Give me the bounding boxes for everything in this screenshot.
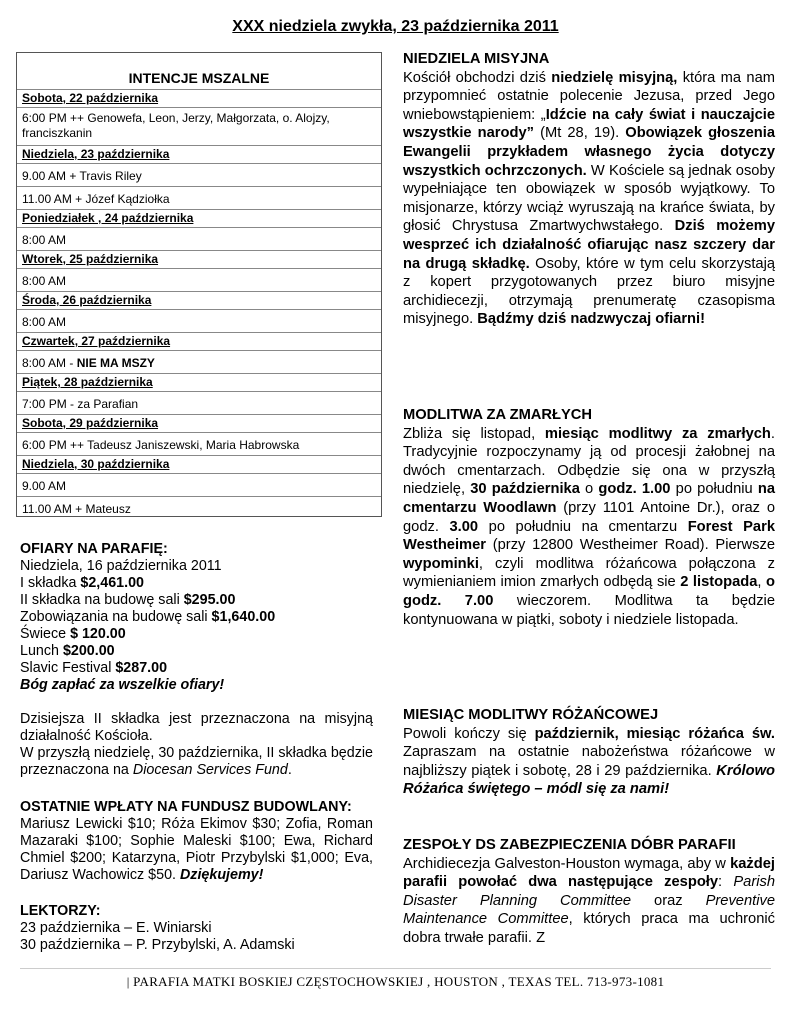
rosary-section: [403, 706, 775, 799]
intention-entry: 11.00 AM + Józef Kądziołka: [17, 186, 381, 209]
offerings-note-2: W przyszłą niedzielę, 30 października, II składka będzie przeznaczona na Diocesan Services Fund.: [20, 745, 373, 778]
offering-line: Lunch $200.00: [20, 643, 115, 659]
lectors-section: [20, 903, 373, 954]
intention-entry: 6:00 PM ++ Tadeusz Janiszewski, Maria Habrowska: [17, 432, 381, 455]
intention-entry: 8:00 AM: [17, 309, 381, 332]
intention-day: Niedziela, 30 października: [17, 455, 381, 473]
intention-entry: 6:00 PM ++ Genowefa, Leon, Jerzy, Małgorzata, o. Alojzy, franciszkanin: [17, 107, 381, 145]
intention-entry: 9.00 AM + Travis Riley: [17, 163, 381, 186]
offerings-lines: [20, 575, 373, 677]
offerings-note-1: Dzisiejsza II składka jest przeznaczona na misyjną działalność Kościoła.: [20, 711, 373, 744]
building-fund-section: [20, 799, 373, 884]
intention-day: Środa, 26 października: [17, 291, 381, 309]
offerings-thanks: Bóg zapłać za wszelkie ofiary!: [20, 677, 225, 693]
lectors-line: 30 października – P. Przybylski, A. Adamski: [20, 937, 295, 953]
offering-line: Zobowiązania na budowę sali $1,640.00: [20, 609, 276, 625]
intention-day: Sobota, 22 października: [17, 89, 381, 107]
mission-section: [403, 50, 775, 329]
mission-title: NIEDZIELA MISYJNA: [403, 51, 550, 67]
offering-line: Slavic Festival $287.00: [20, 660, 168, 676]
prayer-dead-section: [403, 406, 775, 629]
intentions-title: INTENCJE MSZALNE: [128, 70, 270, 86]
footer-divider: [20, 968, 771, 969]
rosary-text: Powoli kończy się październik, miesiąc różańca św. Zapraszam na ostatnie nabożeństwa różańcowe w najbliższy piątek i sobotę, 28 i 29 października. Królowo Różańca świętego – módl się za nami!: [403, 725, 775, 798]
teams-title: ZESPOŁY DS ZABEZPIECZENIA DÓBR PARAFII: [403, 837, 736, 853]
offerings-section: [20, 541, 373, 779]
offering-line: I składka $2,461.00: [20, 575, 145, 591]
intention-day: Sobota, 29 października: [17, 414, 381, 432]
intention-entry: 7:00 PM - za Parafian: [17, 391, 381, 414]
intention-entry: 9.00 AM: [17, 473, 381, 496]
intention-entry: 11.00 AM + Mateusz: [17, 496, 381, 519]
mass-intentions-table: [16, 52, 382, 517]
building-fund-title: OSTATNIE WPŁATY NA FUNDUSZ BUDOWLANY:: [20, 799, 352, 815]
rosary-title: MIESIĄC MODLITWY RÓŻAŃCOWEJ: [403, 707, 659, 723]
intention-entry: 8:00 AM: [17, 268, 381, 291]
offering-line: Świece $ 120.00: [20, 626, 126, 642]
intention-entry: 8:00 AM - NIE MA MSZY: [17, 350, 381, 373]
offerings-date: Niedziela, 16 października 2011: [20, 558, 222, 574]
intention-day: Czwartek, 27 października: [17, 332, 381, 350]
intention-day: Piątek, 28 października: [17, 373, 381, 391]
teams-text: Archidiecezja Galveston-Houston wymaga, aby w każdej parafii powołać dwa następujące zespoły: Parish Disaster Planning Committee oraz Preventive Maintenance Committee, których praca ma uchronić dobra trwałe parafii. Z: [403, 855, 775, 946]
lectors-title: LEKTORZY:: [20, 903, 101, 919]
intention-day: Niedziela, 23 października: [17, 145, 381, 163]
offerings-title: OFIARY NA PARAFIĘ:: [20, 541, 168, 557]
lectors-line: 23 października – E. Winiarski: [20, 920, 212, 936]
teams-section: [403, 836, 775, 948]
footer-text: | PARAFIA MATKI BOSKIEJ CZĘSTOCHOWSKIEJ , HOUSTON , TEXAS TEL. 713-973-1081: [126, 974, 665, 989]
intention-entry: 8:00 AM: [17, 227, 381, 250]
prayer-dead-text: Zbliża się listopad, miesiąc modlitwy za zmarłych. Tradycyjnie rozpoczynamy ją od procesji żałobnej na dwóch cmentarzach. Odbędzie się ona w przyszłą niedzielę, 30 października o godz. 1.00 po południu na cmentarzu Woodlawn (przy 1101 Antoine Dr.), oraz o godz. 3.00 po południu na cmentarzu Forest Park Westheimer (przy 12800 Westheimer Road). Pierwsze wypominki, czyli modlitwa różańcowa połączona z wymienianiem imion zmarłych odbędą sie 2 listopada, o godz. 7.00 wieczorem. Modlitwa ta będzie kontynuowana w piątki, soboty i niedziele listopada.: [403, 425, 776, 628]
prayer-dead-title: MODLITWA ZA ZMARŁYCH: [403, 407, 592, 423]
building-fund-text: Mariusz Lewicki $10; Róża Ekimov $30; Zofia, Roman Mazaraki $100; Sophie Maleski $100; Ewa, Richard Chmiel $200; Katarzyna, Piotr Przybylski $1,000; Eva, Dariusz Wachowicz $50. Dziękujemy!: [20, 816, 373, 883]
mission-text: Kościół obchodzi dziś niedzielę misyjną, która ma nam przypomnieć ostatnie polecenie Jezusa, przed Jego wniebowstąpieniem: „Idźcie na cały świat i nauczajcie wszystkie narody” (Mt 28, 19). Obowiązek głoszenia Ewangelii przykładem własnego życia dotyczy wszystkich ochrzczonych. W Kościele są jednak osoby wypełniające ten obowiązek w sposób wyjątkowy. To misjonarze, którzy wciąż wyruszają na krańce świata, by głosić Chrystusa Zmartwychwstałego. Dziś możemy wesprzeć ich działalność ofiarując nasz szczery dar na drugą składkę. Osoby, które w tym celu skorzystają z kopert przygotowanych przez biuro misyjne archidiecezji, otrzymają prenumeratę czasopisma misyjnego. Bądźmy dziś nadzwyczaj ofiarni!: [403, 69, 775, 328]
offering-line: II składka na budowę sali $295.00: [20, 592, 236, 608]
page-title: XXX niedziela zwykła, 23 października 2011: [232, 18, 559, 35]
intention-day: Poniedziałek , 24 października: [17, 209, 381, 227]
intentions-rows: [17, 89, 381, 519]
intention-day: Wtorek, 25 października: [17, 250, 381, 268]
